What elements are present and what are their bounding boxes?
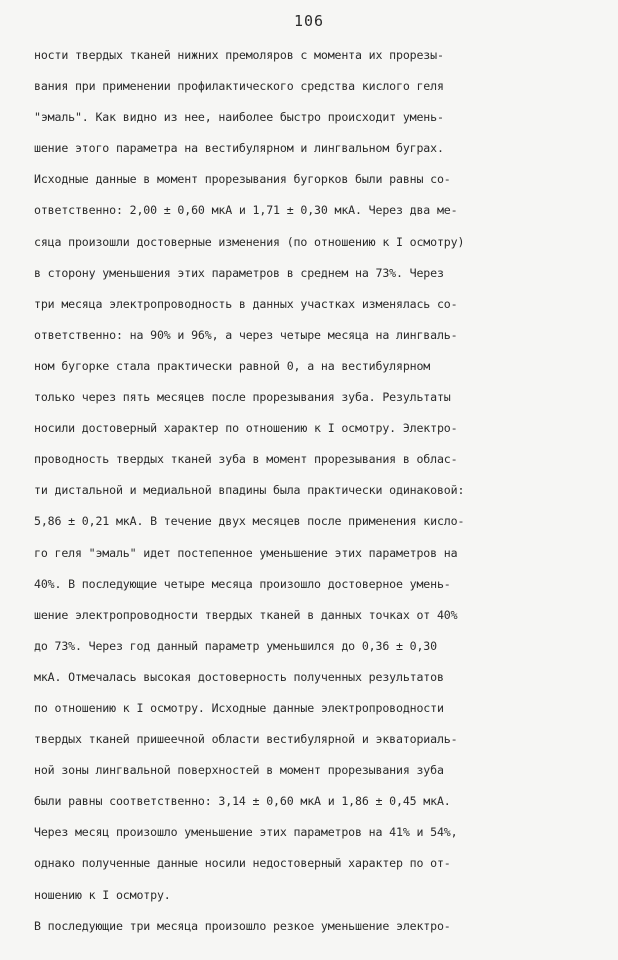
text-line: ном бугорке стала практически равной 0, а на вестибулярном [34,358,431,373]
text-line: в сторону уменьшения этих параметров в среднем на 73%. Через [34,265,444,280]
text-line: "эмаль". Как видно из нее, наиболее быстро происходит умень- [34,110,444,125]
text-line: ной зоны лингвальной поверхностей в момент прорезывания зуба [34,763,444,778]
page-number: 106 [293,12,325,30]
text-line: по отношению к I осмотру. Исходные данные электропроводности [34,700,444,715]
text-line: шение этого параметра на вестибулярном и лингвальном буграх. [34,141,444,156]
text-line: три месяца электропроводность в данных участках изменялась со- [34,296,458,311]
text-line: однако полученные данные носили недостоверный характер по от- [34,856,451,871]
text-line: только через пять месяцев после прорезывания зуба. Результаты [34,390,451,405]
text-line: проводность твердых тканей зуба в момент прорезывания в облас- [34,452,458,467]
text-line: го геля "эмаль" идет постепенное уменьшение этих параметров на [34,545,458,560]
text-line: ответственно: 2,00 ± 0,60 мкА и 1,71 ± 0,30 мкА. Через два ме- [34,203,458,218]
text-line: ти дистальной и медиальной впадины была практически одинаковой: [34,483,465,498]
text-line: были равны соответственно: 3,14 ± 0,60 мкА и 1,86 ± 0,45 мкА. [34,794,451,809]
text-line: шение электропроводности твердых тканей в данных точках от 40% [34,607,458,622]
body-text [34,40,594,942]
text-line: сяца произошли достоверные изменения (по отношению к I осмотру) [34,234,465,249]
text-line: до 73%. Через год данный параметр уменьшился до 0,36 ± 0,30 [34,638,437,653]
text-line: Исходные данные в момент прорезывания бугорков были равны со- [34,172,451,187]
text-line: ности твердых тканей нижних премоляров с момента их прорезы- [34,48,444,62]
text-line: В последующие три месяца произошло резкое уменьшение электро- [34,918,451,933]
text-line: ношению к I осмотру. [34,887,171,902]
text-line: Через месяц произошло уменьшение этих параметров на 41% и 54%, [34,825,458,840]
text-line: твердых тканей пришеечной области вестибулярной и экваториаль- [34,732,458,747]
text-line: ответственно: на 90% и 96%, а через четыре месяца на лингваль- [34,327,458,342]
text-line: 40%. В последующие четыре месяца произошло достоверное умень- [34,576,451,591]
text-line: носили достоверный характер по отношению к I осмотру. Электро- [34,421,458,436]
text-line: 5,86 ± 0,21 мкА. В течение двух месяцев после применения кисло- [34,514,465,529]
text-line: вания при применении профилактического средства кислого геля [34,79,444,94]
text-line: мкА. Отмечалась высокая достоверность полученных результатов [34,669,444,684]
